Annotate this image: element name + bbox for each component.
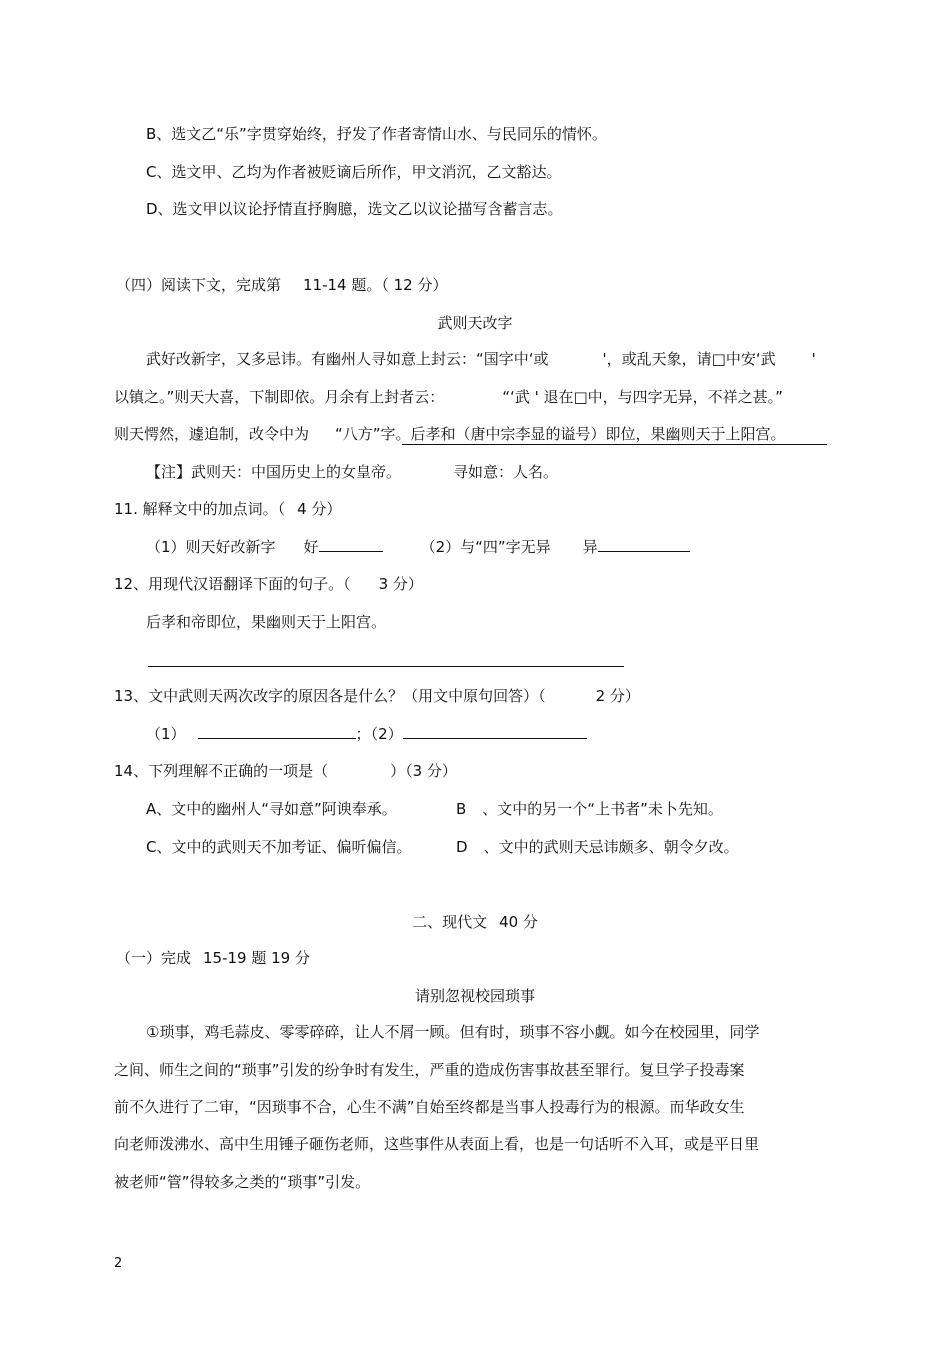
article-line: ①琐事，鸡毛蒜皮、零零碎碎，让人不屑一顾。但有时，琐事不容小觑。如今在校园里，同学	[146, 1023, 760, 1041]
q12-sentence: 后孝和帝即位，果幽则天于上阳宫。	[146, 613, 387, 631]
q11-items	[146, 537, 690, 557]
q12-answer-line[interactable]	[148, 666, 624, 667]
section4-heading-b: 11-14 题。（ 12 分）	[303, 276, 448, 294]
q13-separator: ；	[355, 725, 371, 743]
q14-option-b-letter: B	[456, 800, 467, 818]
article-title: 请别忽视校园琐事	[414, 987, 535, 1005]
article-line: 之间、师生之间的“琐事”引发的纷争时有发生，严重的造成伤害事故甚至罪行。复旦学子投毒案	[114, 1061, 745, 1079]
page-number: 2	[114, 1256, 123, 1271]
section4-heading-a: （四）阅读下文，完成第	[116, 276, 282, 294]
q14-option-d-text: 、文中的武则天忌讳颇多、朝令夕改。	[483, 838, 739, 856]
q14-stem-b: ）（3 分）	[390, 762, 457, 780]
q12-stem-a: 12、用现代汉语翻译下面的句子。（	[114, 575, 351, 593]
q11-item1-word: 好	[303, 538, 319, 556]
article-line: 向老师泼沸水、高中生用锤子砸伤老师，这些事件从表面上看，也是一句话听不入耳，或是平日里	[114, 1135, 760, 1153]
q11-stem	[114, 499, 341, 519]
q11-stem-b: 4 分）	[297, 500, 342, 518]
q11-answer-2-blank[interactable]	[598, 537, 690, 552]
q14-stem-a: 14、下列理解不正确的一项是（	[114, 762, 329, 780]
q11-answer-1-blank[interactable]	[319, 537, 383, 552]
q13-answers	[146, 724, 587, 744]
option-d: D、选文甲以议论抒情直抒胸臆，选文乙以议论描写含蓄言志。	[146, 200, 563, 218]
q14-option-d-letter: D	[456, 838, 468, 856]
part2-subheading	[116, 948, 310, 968]
part2-sub-a: （一）完成	[116, 949, 192, 967]
article-line: 前不久进行了二审，“因琐事不合，心生不满”自始至终都是当事人投毒行为的根源。而华政女生	[114, 1098, 745, 1116]
passage-line-2-b: “‘武 ' 退在□中，与四字无异，不祥之甚。”	[502, 388, 783, 406]
q14-option-b	[456, 799, 723, 819]
q11-item2-word: 异	[582, 538, 598, 556]
part2-sub-b: 15-19 题 19 分	[203, 949, 310, 967]
part2-heading-b: 40 分	[499, 913, 538, 931]
article-line: 被老师“管”得较多之类的“琐事”引发。	[114, 1173, 371, 1191]
passage-title: 武则天改字	[437, 314, 513, 332]
part2-heading-a: 二、现代文	[412, 913, 488, 931]
note-b: 寻如意：人名。	[453, 463, 559, 481]
q13-answer-2-blank[interactable]	[403, 724, 587, 739]
passage-line-1-a: 武好改新字，又多忌讳。有幽州人寻如意上封云：“国字中‘或	[146, 350, 549, 368]
q13-label-2: （2）	[370, 725, 403, 743]
q14-option-d	[456, 837, 739, 857]
q13-label-1: （1）	[146, 725, 186, 743]
q13-stem-a: 13、文中武则天两次改字的原因各是什么？（用文中原句回答）（	[114, 687, 546, 705]
section4-heading	[116, 275, 448, 295]
option-b: B、选文乙“乐”字贯穿始终，抒发了作者寄情山水、与民同乐的情怀。	[146, 125, 607, 143]
q14-option-b-text: 、文中的另一个“上书者”未卜先知。	[482, 800, 723, 818]
passage-line-3	[114, 424, 786, 444]
note-a: 【注】武则天：中国历史上的女皇帝。	[146, 463, 402, 481]
passage-line-3-a: 则天愕然，遽追制，改令中为	[114, 425, 310, 443]
q12-stem-b: 3 分）	[378, 575, 423, 593]
q12-stem	[114, 574, 423, 594]
passage-line-3-b: “八方”字。后孝和（唐中宗李显的谥号）即位，果幽则天于上阳宫。	[335, 425, 786, 443]
q11-item2-text: （2）与“四”字无异	[420, 538, 551, 556]
q14-stem	[114, 761, 457, 781]
option-c: C、选文甲、乙均为作者被贬谪后所作，甲文消沉，乙文豁达。	[146, 163, 562, 181]
q14-option-c: C、文中的武则天不加考证、偏听偏信。	[146, 838, 412, 856]
underline-sentence	[402, 444, 827, 445]
passage-line-2	[114, 387, 783, 407]
q13-stem	[114, 686, 640, 706]
q11-item1-text: （1）则天好改新字	[146, 538, 276, 556]
q13-stem-b: 2 分）	[595, 687, 640, 705]
passage-line-1-c: '	[811, 350, 816, 368]
q13-answer-1-blank[interactable]	[198, 724, 356, 739]
part2-heading	[0, 912, 950, 932]
q14-option-a: A、文中的幽州人“寻如意”阿谀奉承。	[146, 800, 397, 818]
passage-line-1-b: '，或乱天象，请□中安‘武	[602, 350, 776, 368]
note	[146, 462, 558, 482]
passage-line-1	[146, 349, 816, 369]
passage-line-2-a: 以镇之。”则天大喜，下制即依。月余有上封者云：	[114, 388, 445, 406]
q11-stem-a: 11. 解释文中的加点词。（	[114, 500, 286, 518]
